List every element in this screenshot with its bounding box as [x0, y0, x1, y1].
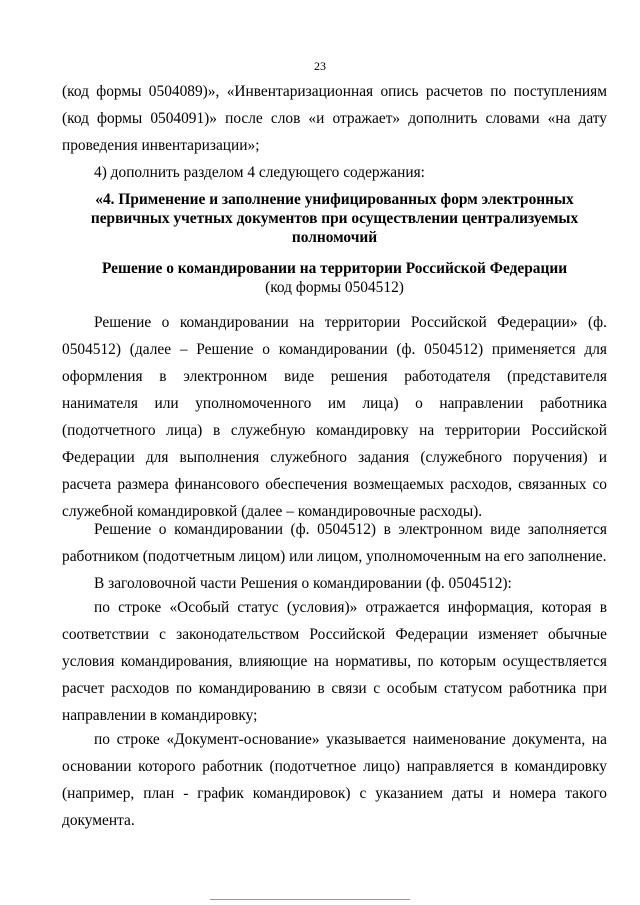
- section-heading-line-2: первичных учетных документов при осуществлении централизуемых: [90, 210, 579, 227]
- page-number: 23: [314, 59, 326, 73]
- paragraph-definition: Решение о командировании на территории Российской Федерации» (ф. 0504512) (далее – Решение о командировании (ф. 0504512) применяется для оформления в электронном виде решения работодателя (представителя нанимателя или уполномоченного им лица) о направлении работника (подотчетного лица) в служебную командировку на территории Российской Федерации для выполнения служебного задания (служебного поручения) и расчета размера финансового обеспечения возмещаемых расходов, связанных со служебной командировкой (далее – командировочные расходы).: [62, 314, 607, 520]
- paragraph-filling: Решение о командировании (ф. 0504512) в электронном виде заполняется работником (подотчетным лицом) или лицом, уполномоченным на его заполнение.: [62, 521, 607, 565]
- paragraph-special-status: по строке «Особый статус (условия)» отражается информация, которая в соответствии с законодательством Российской Федерации изменяет обычные условия командирования, влияющие на нормативы, по которым осуществляется расчет расходов по командированию в связи с особым статусом работника при направлении в командировку;: [62, 599, 607, 724]
- paragraph-header-part: В заголовочной части Решения о командировании (ф. 0504512):: [94, 575, 512, 592]
- paragraph-continuation: (код формы 0504089)», «Инвентаризационная опись расчетов по поступлениям (код формы 0504091)» после слов «и отражает» дополнить словами «на дату проведения инвентаризации»;: [62, 83, 607, 154]
- paragraph-basis-document: по строке «Документ-основание» указывается наименование документа, на основании которого работник (подотчетное лицо) направляется в командировку (например, план - график командировок) с указанием даты и номера такого документа.: [62, 731, 607, 829]
- bottom-rule: [210, 899, 410, 900]
- subsection-title: Решение о командировании на территории Российской Федерации: [101, 260, 568, 277]
- paragraph-item-4: 4) дополнить разделом 4 следующего содержания:: [94, 164, 425, 181]
- section-heading-line-3: полномочий: [291, 229, 378, 246]
- section-heading-line-1: «4. Применение и заполнение унифицированных форм электронных: [95, 191, 574, 208]
- subsection-form-code: (код формы 0504512): [265, 279, 404, 296]
- section-heading: [62, 190, 607, 247]
